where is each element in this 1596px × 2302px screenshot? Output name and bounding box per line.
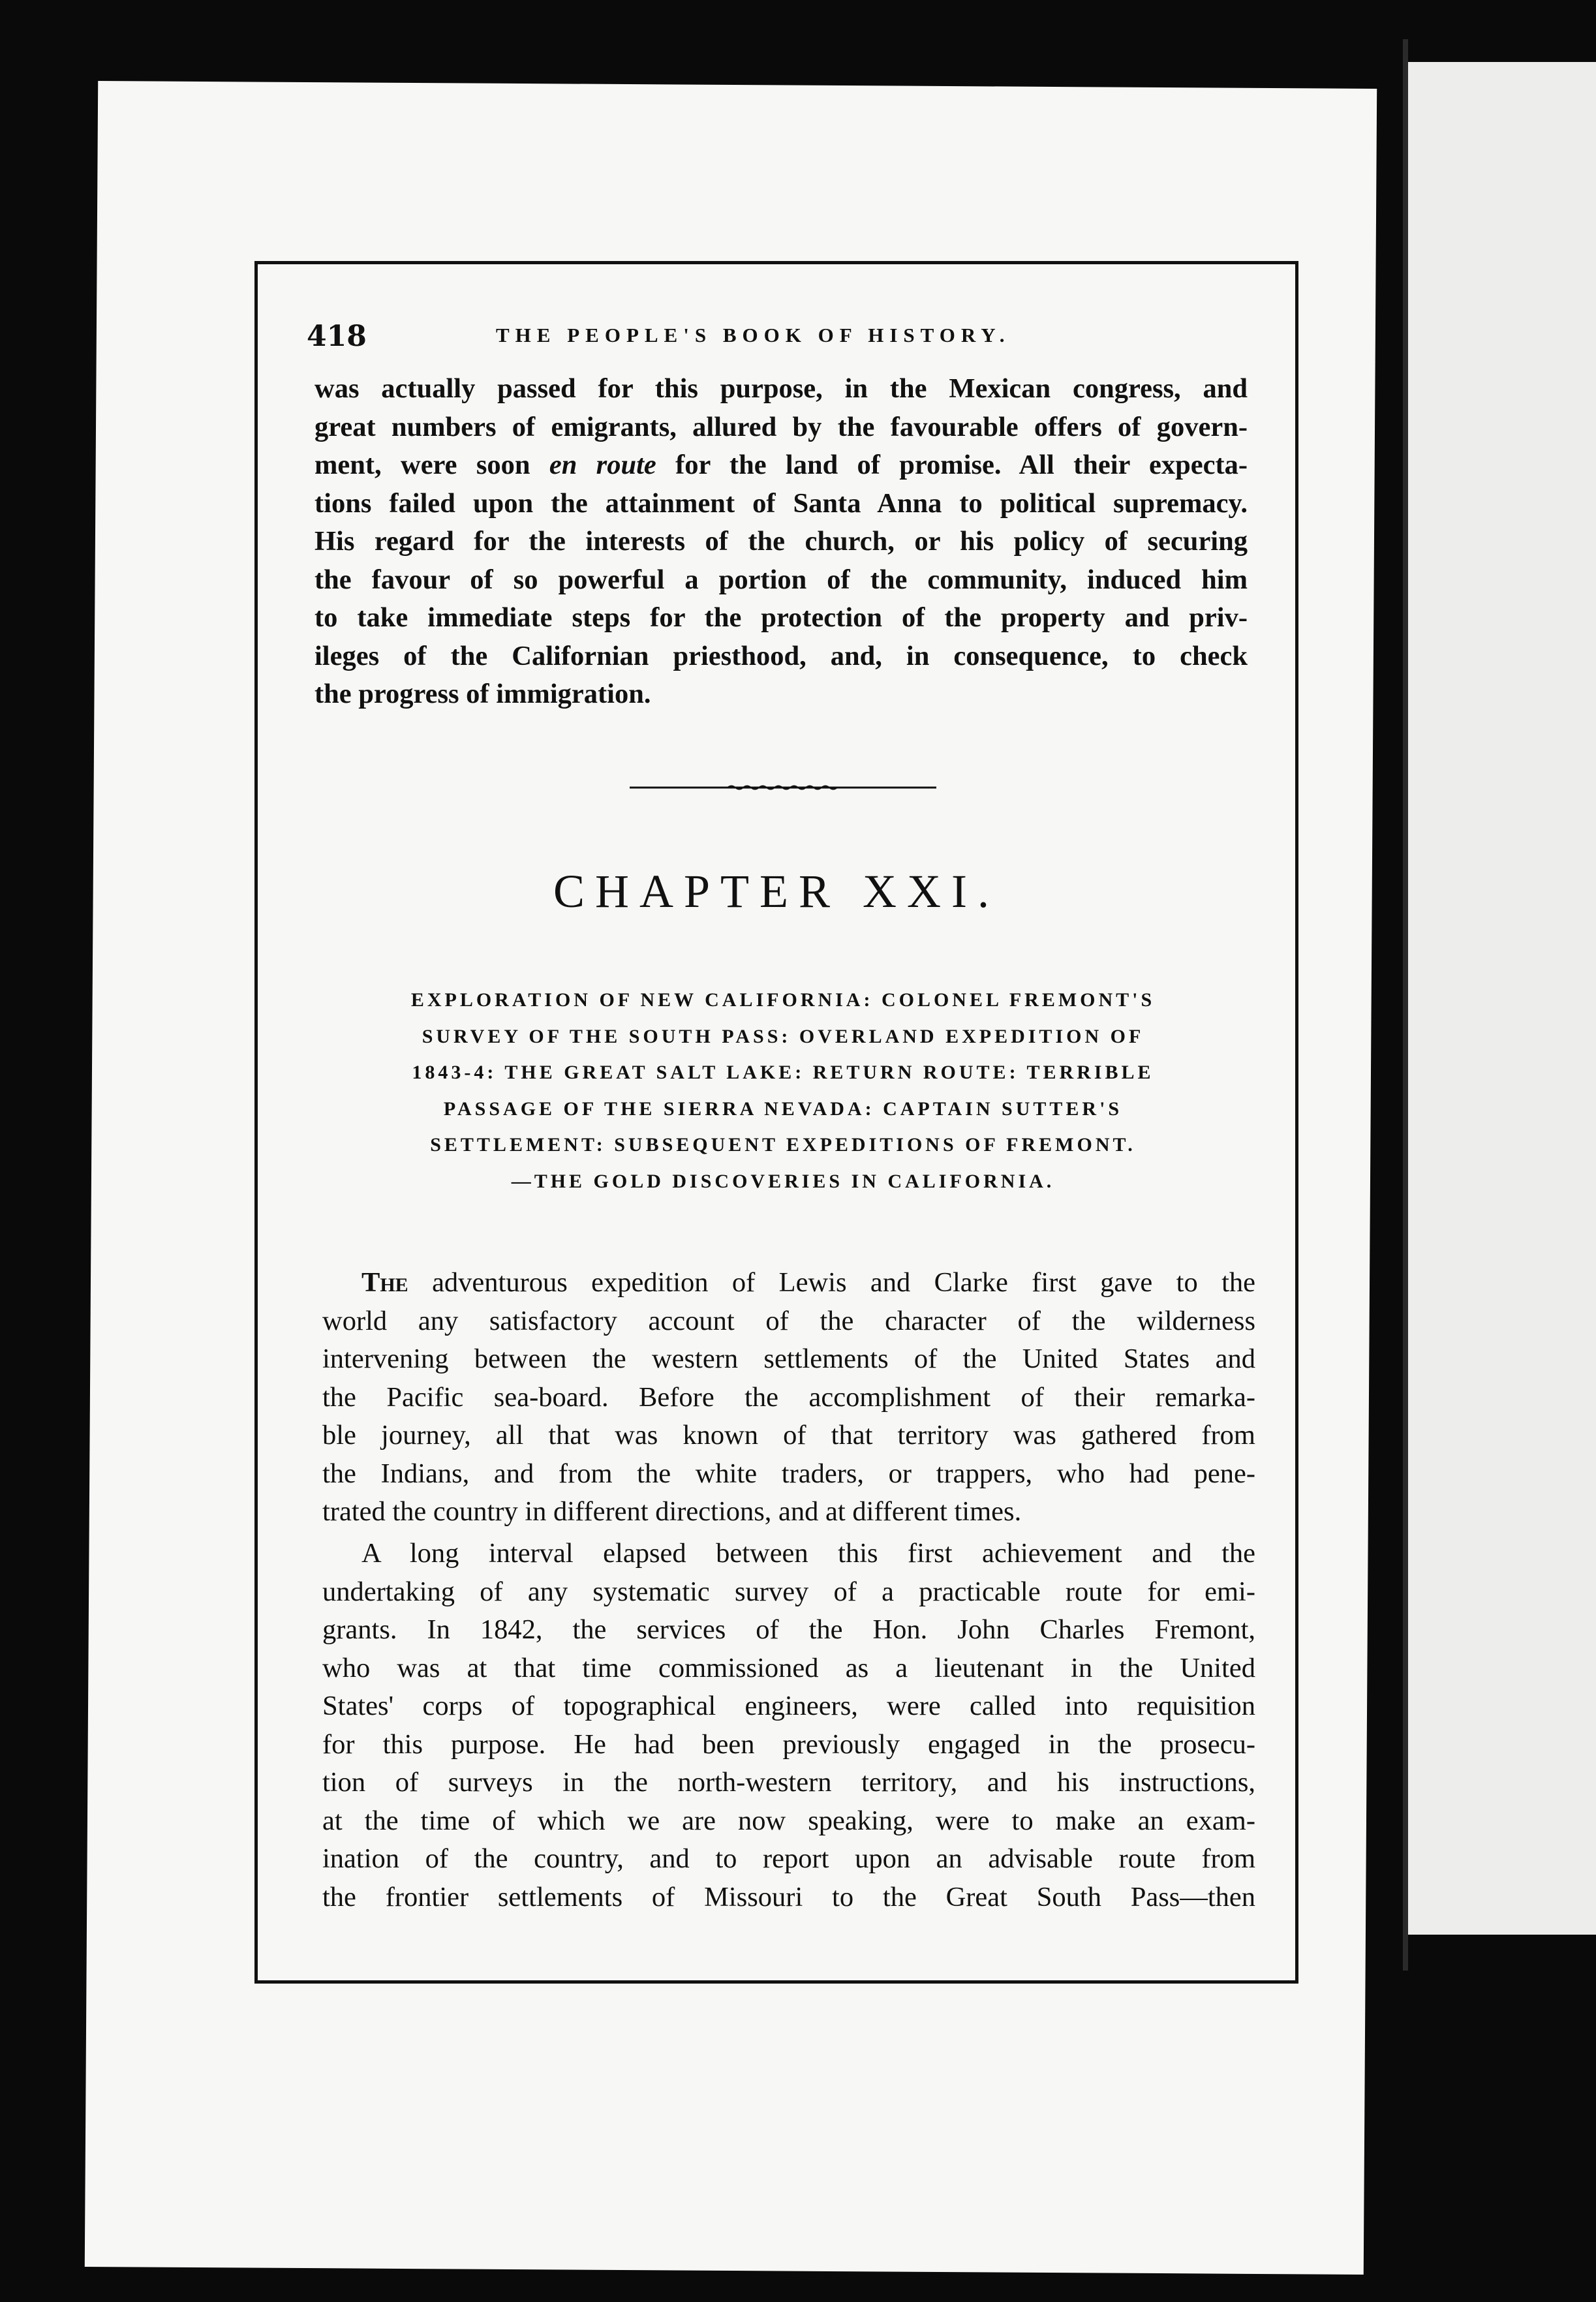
text-line: ileges of the Californian priesthood, and, in consequence, to check <box>315 640 1248 671</box>
opening-paragraph <box>315 370 1248 714</box>
text-fragment: ment, were soon <box>315 450 530 480</box>
lead-word: The <box>361 1267 408 1298</box>
synopsis-line: —THE GOLD DISCOVERIES IN CALIFORNIA. <box>511 1170 1055 1192</box>
synopsis-line: 1843-4: THE GREAT SALT LAKE: RETURN ROUTE: TERRIBLE <box>412 1062 1154 1083</box>
text-line: His regard for the interests of the church, or his policy of securing <box>315 526 1248 557</box>
text-line: tions failed upon the attainment of Santa Anna to political supremacy. <box>315 487 1248 519</box>
text-line: tion of surveys in the north-western territory, and his instructions, <box>322 1767 1255 1798</box>
synopsis-line: SURVEY OF THE SOUTH PASS: OVERLAND EXPEDITION OF <box>422 1025 1144 1047</box>
running-title: THE PEOPLE'S BOOK OF HISTORY. <box>496 324 1011 346</box>
italic-phrase: en route <box>549 450 656 480</box>
text-line: who was at that time commissioned as a lieutenant in the United <box>322 1652 1255 1683</box>
text-line: States' corps of topographical engineers, were called into requisition <box>322 1691 1255 1721</box>
text-line: A long interval elapsed between this first achievement and the <box>361 1538 1255 1569</box>
text-line: trated the country in different directions, and at different times. <box>322 1496 1022 1527</box>
text-fragment: adventurous expedition of Lewis and Clarke first gave to the <box>432 1267 1255 1298</box>
text-line: the frontier settlements of Missouri to the Great South Pass—then <box>322 1881 1255 1912</box>
text-line: ination of the country, and to report upon an advisable route from <box>322 1843 1255 1874</box>
chapter-heading: CHAPTER XXI. <box>553 865 1000 917</box>
text-line: to take immediate steps for the protection of the property and priv- <box>315 602 1248 633</box>
facing-page <box>1408 62 1596 1935</box>
synopsis-line: EXPLORATION OF NEW CALIFORNIA: COLONEL FREMONT'S <box>410 989 1156 1011</box>
text-line <box>322 1264 1255 1302</box>
body-paragraph-1 <box>322 1264 1255 1531</box>
text-line: great numbers of emigrants, allured by the favourable offers of govern- <box>315 411 1248 442</box>
text-line: the Pacific sea-board. Before the accomplishment of their remarka- <box>322 1381 1255 1413</box>
text-line: world any satisfactory account of the character of the wilderness <box>322 1305 1255 1336</box>
text-line: at the time of which we are now speaking, were to make an exam- <box>322 1805 1255 1836</box>
body-paragraph-2 <box>322 1535 1255 1916</box>
text-line: grants. In 1842, the services of the Hon. John Charles Fremont, <box>322 1614 1255 1645</box>
facing-page-edge <box>1403 39 1408 1971</box>
text-line: ble journey, all that was known of that territory was gathered from <box>322 1420 1255 1450</box>
text-line: intervening between the western settlements of the United States and <box>322 1343 1255 1374</box>
text-line: was actually passed for this purpose, in the Mexican congress, and <box>315 373 1248 404</box>
text-line: for this purpose. He had been previously engaged in the prosecu- <box>322 1728 1255 1760</box>
synopsis-line: PASSAGE OF THE SIERRA NEVADA: CAPTAIN SUTTER'S <box>443 1097 1123 1120</box>
text-line <box>315 446 1248 485</box>
text-fragment: for the land of promise. All their expecta- <box>675 450 1248 480</box>
synopsis-line: SETTLEMENT: SUBSEQUENT EXPEDITIONS OF FREMONT. <box>430 1134 1136 1156</box>
text-line: the progress of immigration. <box>315 679 651 709</box>
text-line: undertaking of any systematic survey of a practicable route for emi- <box>322 1576 1255 1607</box>
text-line: the favour of so powerful a portion of the community, induced him <box>315 564 1248 595</box>
text-line: the Indians, and from the white traders, or trappers, who had pene- <box>322 1458 1255 1489</box>
chapter-synopsis <box>310 982 1256 1199</box>
page-header <box>307 320 1266 359</box>
page-number: 418 <box>307 320 367 353</box>
section-divider-ornament <box>630 783 936 792</box>
